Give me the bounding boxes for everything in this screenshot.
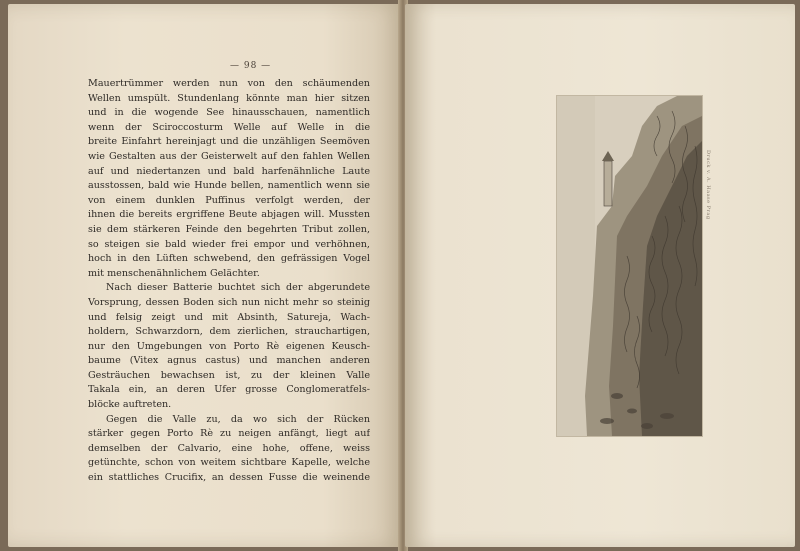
text-line: holdern, Schwarzdorn, dem zierlichen, strauchartigen,	[88, 326, 370, 338]
text-line: ausstossen, bald wie Hunde bellen, namentlich wenn sie	[88, 180, 370, 192]
text-line: Nach dieser Batterie buchtet sich der abgerundete	[106, 282, 370, 294]
page-number: — 98 —	[230, 61, 272, 71]
text-line: Gegen die Valle zu, da wo sich der Rücken	[106, 413, 370, 425]
text-line: auf und niedertanzen und bald harfenähnliche Laute	[88, 165, 370, 177]
left-page	[8, 4, 402, 547]
text-line: und in die wogende See hinausschauen, namentlich	[88, 107, 370, 119]
text-line: demselben der Calvario, eine hohe, offene, weiss	[88, 442, 370, 454]
engraved-plate-image	[556, 95, 703, 437]
text-line: hoch in den Lüften schwebend, den gefrässigen Vogel	[88, 253, 370, 265]
text-line: getünchte, schon von weitem sichtbare Kapelle, welche	[88, 457, 370, 469]
text-line: und felsig zeigt und mit Absinth, Satureja, Wach-	[88, 311, 370, 323]
text-line: wenn der Sciroccosturm Welle auf Welle in die	[88, 121, 370, 133]
text-line: nur den Umgebungen von Porto Rè eigenen Keusch-	[88, 340, 370, 352]
text-line: Wellen umspült. Stundenlang könnte man hier sitzen	[88, 92, 370, 104]
text-line: Takala ein, an deren Ufer grosse Conglomeratfels-	[88, 384, 370, 396]
text-line: von einem dunklen Puffinus verfolgt werden, der	[88, 194, 370, 206]
text-line: Vorsprung, dessen Boden sich nun nicht mehr so steinig	[88, 296, 370, 308]
text-line: breite Einfahrt hereinjagt und die unzähligen Seemöven	[88, 136, 370, 148]
text-line: blöcke auftreten.	[88, 399, 172, 411]
text-line: ein stattliches Crucifix, an dessen Fusse die weinende	[88, 472, 370, 484]
text-line: mit menschenähnlichem Gelächter.	[88, 267, 260, 279]
text-line: so steigen sie bald wieder frei empor und verhöhnen,	[88, 238, 370, 250]
text-line: sie dem stärkeren Feinde den begehrten Tribut zollen,	[88, 223, 370, 235]
text-line: ihnen die bereits ergriffene Beute abjagen will. Mussten	[88, 209, 370, 221]
text-line: wie Gestalten aus der Geisterwelt auf den fahlen Wellen	[88, 150, 370, 162]
body-text	[88, 77, 370, 486]
text-line: stärker gegen Porto Rè zu neigen anfängt, liegt auf	[88, 428, 370, 440]
text-line: baume (Vitex agnus castus) und manchen anderen	[88, 355, 370, 367]
plate-caption: Druck v. A. Haase Prag	[705, 150, 711, 220]
landscape-engraving	[557, 96, 702, 436]
text-line: Gesträuchen bewachsen ist, zu der kleinen Valle	[88, 369, 370, 381]
text-line: Mauertrümmer werden nun von den schäumenden	[88, 78, 370, 89]
